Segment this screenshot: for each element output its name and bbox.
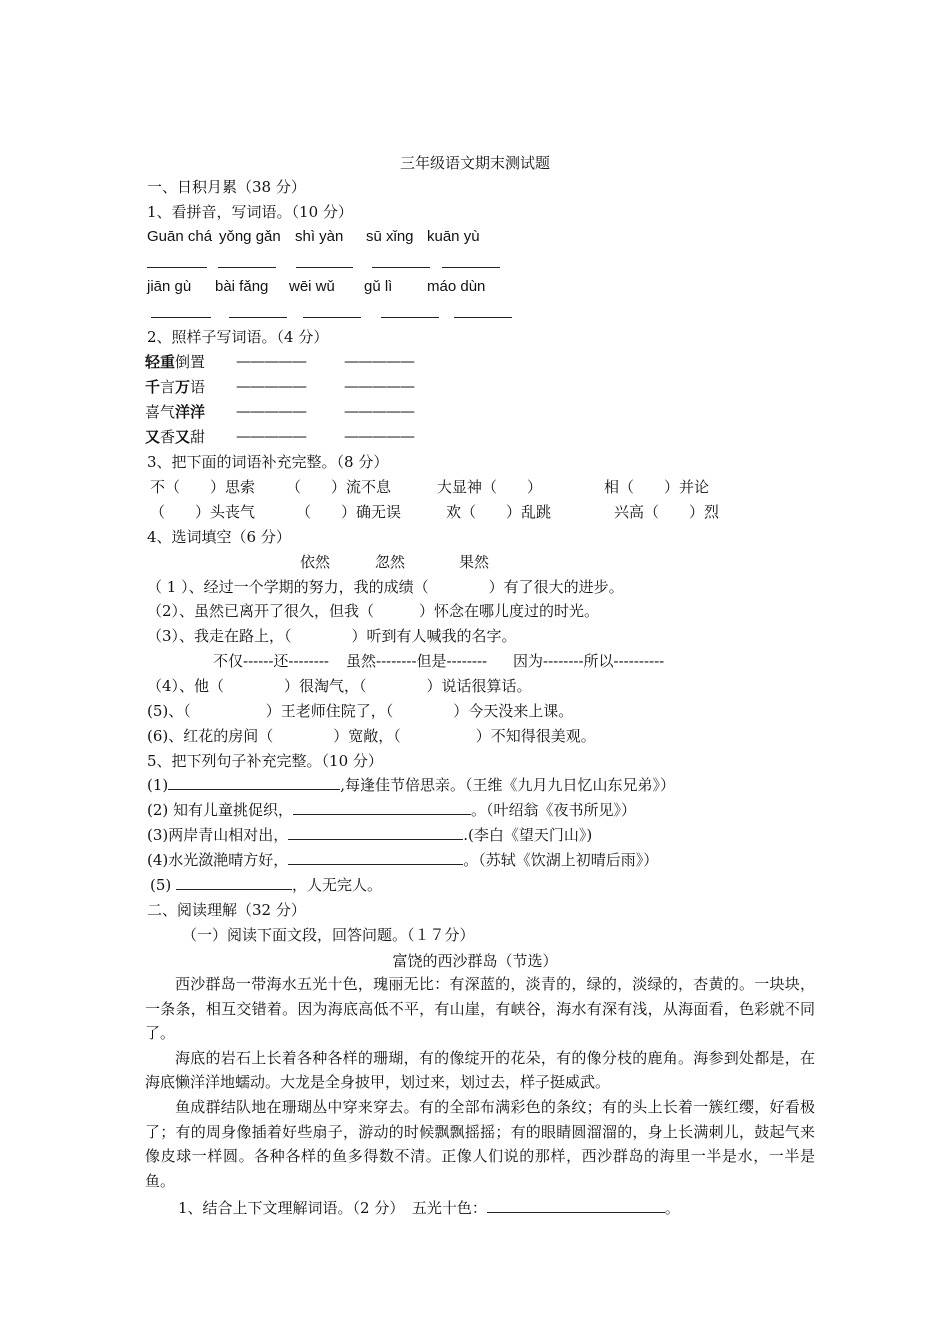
answer-blank[interactable] (454, 316, 512, 318)
poem-item: (5) ，人无完人。 (150, 876, 383, 894)
poem-item: (2) 知有儿童挑促织， 。（叶绍翁《夜书所见》） (147, 801, 637, 819)
pinyin-row-2 (0, 278, 950, 298)
q5-heading: 5、把下列句子补充完整。（10 分） (147, 752, 383, 770)
pinyin-item: jiān gù (147, 278, 192, 295)
poem-item: (3)两岸青山相对出， .(李白《望天门山》) (147, 826, 593, 844)
answer-blank[interactable] (296, 266, 353, 268)
pinyin-item: gǔ lì (364, 278, 393, 295)
idiom-item: 欢（ ）乱跳 (446, 503, 552, 521)
fill-item: （4）、他（ ）很淘气，（ ）说话很算话。 (147, 677, 532, 695)
q4-heading: 4、选词填空（6 分） (147, 528, 291, 546)
answer-blank[interactable] (288, 850, 463, 865)
idiom-item: 不（ ）思索 (150, 478, 256, 496)
pinyin-item: shì yàn (295, 228, 344, 245)
pinyin-item: máo dùn (427, 278, 486, 295)
pattern-example: 又香又甜 (145, 428, 206, 446)
idiom-item: 大显神（ ） (437, 478, 543, 496)
reading-question: 1、结合上下文理解词语。（2 分） 五光十色： 。 (178, 1199, 680, 1217)
word-choice: 虽然--------但是-------- (346, 652, 488, 670)
pattern-example: 千言万语 (145, 378, 206, 396)
answer-blank[interactable] (372, 266, 430, 268)
passage-title: 富饶的西沙群岛（节选） (392, 952, 558, 970)
answer-blank[interactable] (168, 775, 340, 790)
answer-blank[interactable] (381, 316, 439, 318)
fill-item: (6)、红花的房间（ ）宽敞，（ ）不知得很美观。 (147, 727, 596, 745)
q1-heading: 1、看拼音，写词语。（10 分） (147, 203, 353, 221)
answer-dash[interactable]: ————— (236, 402, 306, 420)
fill-item: (5)、（ ）王老师住院了，（ ）今天没来上课。 (147, 702, 574, 720)
fill-item: （2）、虽然已离开了很久，但我（ ）怀念在哪儿度过的时光。 (147, 602, 600, 620)
poem-item: (4)水光潋滟晴方好， 。（苏轼《饮湖上初晴后雨》） (147, 851, 659, 869)
pinyin-item: yǒng gǎn (219, 228, 281, 245)
answer-dash[interactable]: ————— (344, 402, 414, 420)
answer-dash[interactable]: ————— (344, 427, 414, 445)
answer-blank[interactable] (147, 266, 207, 268)
page-title: 三年级语文期末测试题 (399, 154, 550, 172)
answer-blank[interactable] (176, 875, 292, 890)
idiom-item: （ ）确无误 (296, 503, 402, 521)
section2-heading: 二、阅读理解（32 分） (147, 901, 306, 919)
pinyin-item: sū xǐng (366, 228, 414, 245)
answer-dash[interactable]: ————— (344, 377, 414, 395)
pinyin-row-1 (0, 228, 950, 248)
answer-dash[interactable]: ————— (344, 352, 414, 370)
idiom-item: 相（ ）并论 (604, 478, 710, 496)
answer-blank[interactable] (151, 316, 211, 318)
idiom-item: 兴高（ ）烈 (614, 503, 720, 521)
answer-dash[interactable]: ————— (236, 352, 306, 370)
word-choice: 因为--------所以---------- (513, 652, 665, 670)
passage-paragraph: 海底的岩石上长着各种各样的珊瑚，有的像绽开的花朵，有的像分枝的鹿角。海参到处都是，在海底懒洋洋地蠕动。大龙是全身披甲，划过来，划过去，样子挺威武。 (145, 1048, 815, 1092)
poem-item: (1) ,每逢佳节倍思亲。（王维《九月九日忆山东兄弟》） (147, 776, 676, 794)
answer-dash[interactable]: ————— (236, 377, 306, 395)
reading-subheading: （一）阅读下面文段，回答问题。（１７分） (182, 926, 475, 944)
answer-blank[interactable] (487, 1198, 665, 1213)
pinyin-item: Guān chá (147, 228, 213, 245)
passage-paragraph: 鱼成群结队地在珊瑚丛中穿来穿去。有的全部布满彩色的条纹；有的头上长着一簇红缨，好看极了；有的周身像插着好些扇子，游动的时候飘飘摇摇；有的眼睛圆溜溜的，身上长满刺儿，鼓起气来像皮球一样圆。各种各样的鱼多得数不清。正像人们说的那样，西沙群岛的海里一半是水，一半是鱼。 (145, 1097, 815, 1190)
idiom-item: （ ）流不息 (286, 478, 392, 496)
pinyin-item: wēi wǔ (289, 278, 335, 295)
passage (145, 972, 815, 1193)
word-choice: 不仅------还-------- (213, 652, 329, 670)
answer-blank[interactable] (288, 825, 463, 840)
word-choice: 果然 (459, 553, 490, 571)
q2-heading: 2、照样子写词语。（4 分） (147, 328, 329, 346)
answer-blank[interactable] (229, 316, 287, 318)
answer-blank[interactable] (293, 800, 471, 815)
pattern-example: 喜气洋洋 (145, 403, 206, 421)
fill-item: （ 1 ）、经过一个学期的努力，我的成绩（ ）有了很大的进步。 (147, 578, 624, 596)
idiom-item: （ ）头丧气 (150, 503, 256, 521)
pinyin-item: kuān yù (427, 228, 480, 245)
pattern-example: 轻重倒置 (145, 353, 206, 371)
answer-blank[interactable] (442, 266, 500, 268)
answer-blank[interactable] (303, 316, 361, 318)
word-choice: 依然 (300, 553, 331, 571)
passage-paragraph: 西沙群岛一带海水五光十色，瑰丽无比：有深蓝的，淡青的，绿的，淡绿的，杏黄的。一块块，一条条，相互交错着。因为海底高低不平，有山崖，有峡谷，海水有深有浅，从海面看，色彩就不同了。 (145, 975, 815, 1043)
q3-heading: 3、把下面的词语补充完整。（8 分） (147, 453, 389, 471)
answer-dash[interactable]: ————— (236, 427, 306, 445)
word-choice: 忽然 (375, 553, 406, 571)
answer-blank[interactable] (218, 266, 276, 268)
pinyin-item: bài fǎng (215, 278, 269, 295)
fill-item: （3）、我走在路上，（ ）听到有人喊我的名字。 (147, 627, 517, 645)
section1-heading: 一、日积月累（38 分） (147, 178, 306, 196)
